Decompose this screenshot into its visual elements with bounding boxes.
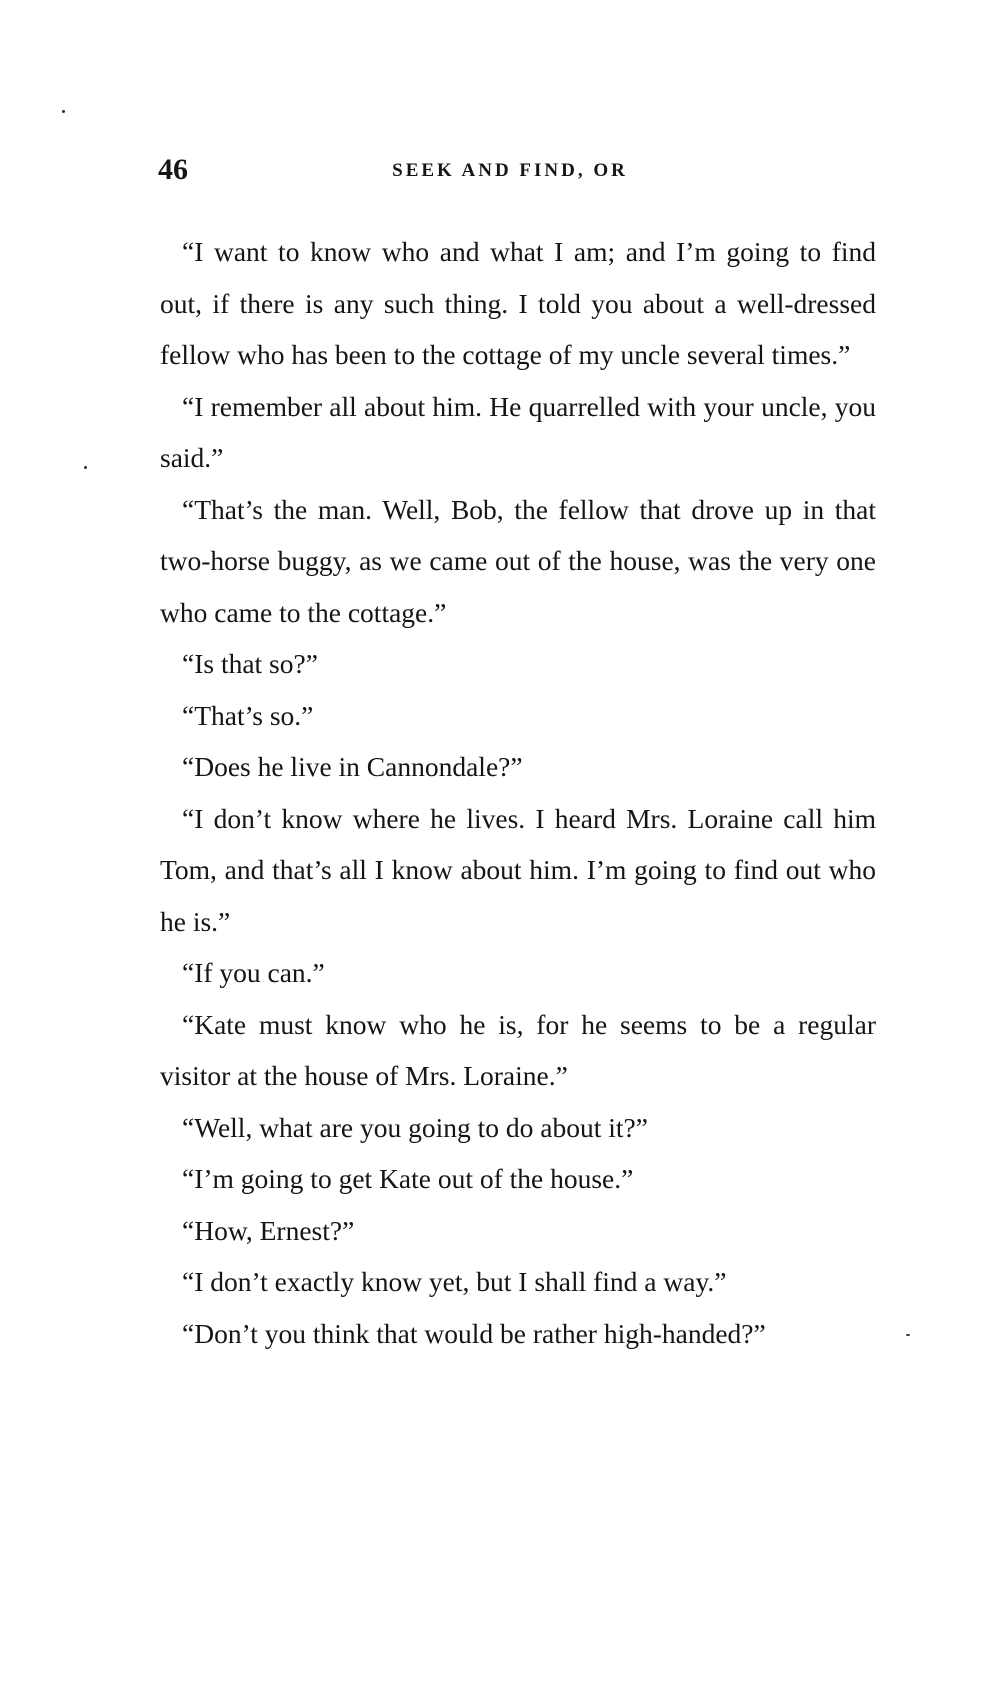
paper-speck — [906, 1334, 910, 1336]
paragraph: “Well, what are you going to do about it?” — [182, 1111, 648, 1143]
paragraph: “I remember all about him. He quarrelled with your uncle, you said.” — [160, 390, 876, 473]
paragraph: “I don’t know where he lives. I heard Mrs. Loraine call him Tom, and that’s all I know about him. I’m going to find out who he is.” — [160, 802, 876, 937]
body-text — [160, 226, 876, 1359]
paragraph: “Kate must know who he is, for he seems to be a regular visitor at the house of Mrs. Loraine.” — [160, 1008, 876, 1091]
paragraph: “Don’t you think that would be rather high-handed?” — [182, 1317, 766, 1349]
paragraph: “I want to know who and what I am; and I’m going to find out, if there is any such thing. I told you about a well-dressed fellow who has been to the cottage of my uncle several times.” — [160, 236, 876, 370]
paragraph: “Does he live in Cannondale?” — [182, 751, 523, 782]
paper-speck — [62, 110, 65, 113]
paragraph: “I’m going to get Kate out of the house.” — [182, 1163, 634, 1194]
running-head: SEEK AND FIND, OR — [392, 160, 628, 181]
paragraph: “How, Ernest?” — [182, 1214, 355, 1246]
paragraph: “That’s so.” — [182, 699, 314, 731]
paper-speck — [84, 466, 87, 469]
page-number: 46 — [158, 153, 188, 186]
paragraph: “If you can.” — [182, 957, 325, 988]
paragraph: “Is that so?” — [182, 648, 318, 679]
paragraph: “I don’t exactly know yet, but I shall find a way.” — [182, 1266, 727, 1297]
paragraph: “That’s the man. Well, Bob, the fellow that drove up in that two-horse buggy, as we came out of the house, was the very one who came to the cottage.” — [160, 493, 876, 628]
